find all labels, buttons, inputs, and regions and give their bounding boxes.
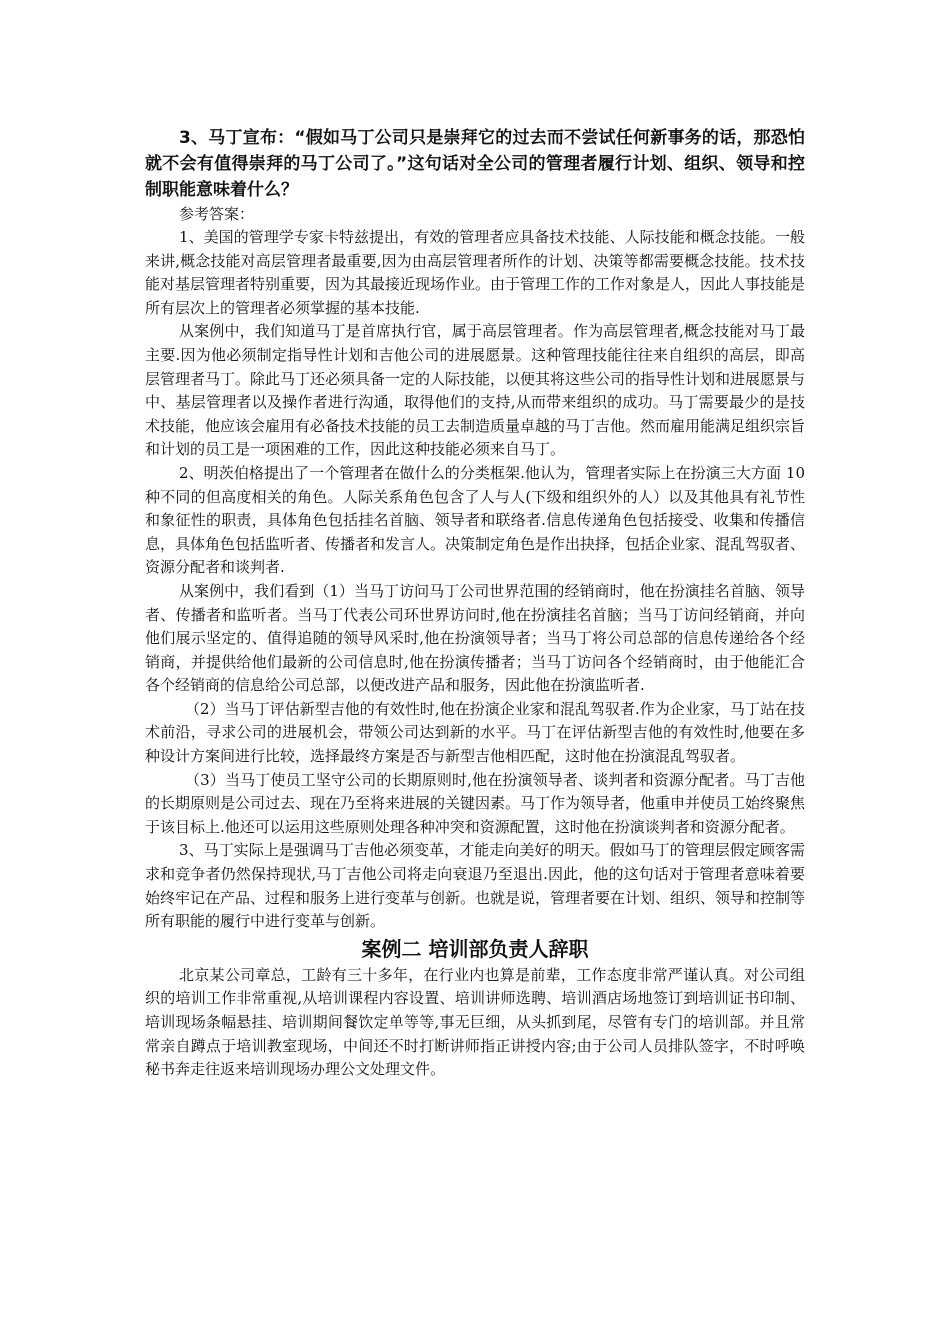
question-heading: 3、马丁宣布：“假如马丁公司只是崇拜它的过去而不尝试任何新事务的话，那恐怕就不会有值得崇拜的马丁公司了。”这句话对全公司的管理者履行计划、组织、领导和控制职能意味着什么？ [145, 128, 805, 200]
answer-paragraph: 1、美国的管理学专家卡特兹提出，有效的管理者应具备技术技能、人际技能和概念技能。一般来讲,概念技能对高层管理者最重要,因为由高层管理者所作的计划、决策等都需要概念技能。技术技能对基层管理者特别重要，因为其最接近现场作业。由于管理工作的工作对象是人，因此人事技能是所有层次上的管理者必须掌握的基本技能. [145, 228, 806, 317]
case-paragraph: 北京某公司章总，工龄有三十多年，在行业内也算是前辈，工作态度非常严谨认真。对公司组织的培训工作非常重视,从培训课程内容设置、培训讲师选聘、培训酒店场地签订到培训证书印制、培训现场条幅悬挂、培训期间餐饮定单等等,事无巨细，从头抓到尾，尽管有专门的培训部。并且常常亲自蹲点于培训教室现场，中间还不时打断讲师指正讲授内容;由于公司人员排队签字，不时呼唤秘书奔走往返来培训现场办理公文处理文件。 [145, 965, 805, 1079]
answer-paragraph: 从案例中，我们看到（1）当马丁访问马丁公司世界范围的经销商时，他在扮演挂名首脑、领导者、传播者和监听者。当马丁代表公司环世界访问时,他在扮演挂名首脑；当马丁访问经销商，并向他们展示坚定的、值得追随的领导风采时,他在扮演领导者；当马丁将公司总部的信息传递给各个经销商，并提供给他们最新的公司信息时,他在扮演传播者；当马丁访问各个经销商时，由于他能汇合各个经销商的信息给公司总部，以便改进产品和服务，因此他在扮演监听者. [145, 581, 805, 695]
answer-paragraph: 2、明茨伯格提出了一个管理者在做什么的分类框架.他认为，管理者实际上在扮演三大方面 10 种不同的但高度相关的角色。人际关系角色包含了人与人(下级和组织外的人）以及其他具有礼节性和象征性的职责，具体角色包括挂名首脑、领导者和联络者.信息传递角色包括接受、收集和传播信息，具体角色包括监听者、传播者和发言人。决策制定角色是作出抉择，包括企业家、混乱驾驭者、资源分配者和谈判者. [145, 463, 806, 577]
document-page [145, 125, 805, 1082]
answer-paragraph: （3）当马丁使员工坚守公司的长期原则时,他在扮演领导者、谈判者和资源分配者。马丁吉他的长期原则是公司过去、现在乃至将来进展的关键因素。马丁作为领导者，他重申并使员工始终聚焦于该目标上.他还可以运用这些原则处理各种冲突和资源配置，这时他在扮演谈判者和资源分配者。 [145, 770, 806, 836]
answer-paragraph: 从案例中，我们知道马丁是首席执行官，属于高层管理者。作为高层管理者,概念技能对马丁最主要.因为他必须制定指导性计划和吉他公司的进展愿景。这种管理技能往往来自组织的高层，即高层管理者马丁。除此马丁还必须具备一定的人际技能，以便其将这些公司的指导性计划和进展愿景与中、基层管理者以及操作者进行沟通，取得他们的支持,从而带来组织的成功。马丁需要最少的是技术技能，他应该会雇用有必备技术技能的员工去制造质量卓越的马丁吉他。然而雇用能满足组织宗旨和计划的员工是一项困难的工作，因此这种技能必须来自马丁。 [145, 322, 806, 459]
section-heading: 案例二 培训部负责人辞职 [361, 936, 589, 961]
answer-label: 参考答案： [179, 205, 255, 223]
answer-paragraph: 3、马丁实际上是强调马丁吉他必须变革，才能走向美好的明天。假如马丁的管理层假定顾客需求和竞争者仍然保持现状,马丁吉他公司将走向衰退乃至退出.因此，他的这句话对于管理者意味着要始终牢记在产品、过程和服务上进行变革与创新。也就是说，管理者要在计划、组织、领导和控制等所有职能的履行中进行变革与创新。 [145, 841, 806, 931]
answer-paragraph: （2）当马丁评估新型吉他的有效性时,他在扮演企业家和混乱驾驭者.作为企业家，马丁站在技术前沿，寻求公司的进展机会，带领公司达到新的水平。马丁在评估新型吉他的有效性时,他要在多种设计方案间进行比较，选择最终方案是否与新型吉他相匹配，这时他在扮演混乱驾驭者。 [145, 699, 805, 766]
